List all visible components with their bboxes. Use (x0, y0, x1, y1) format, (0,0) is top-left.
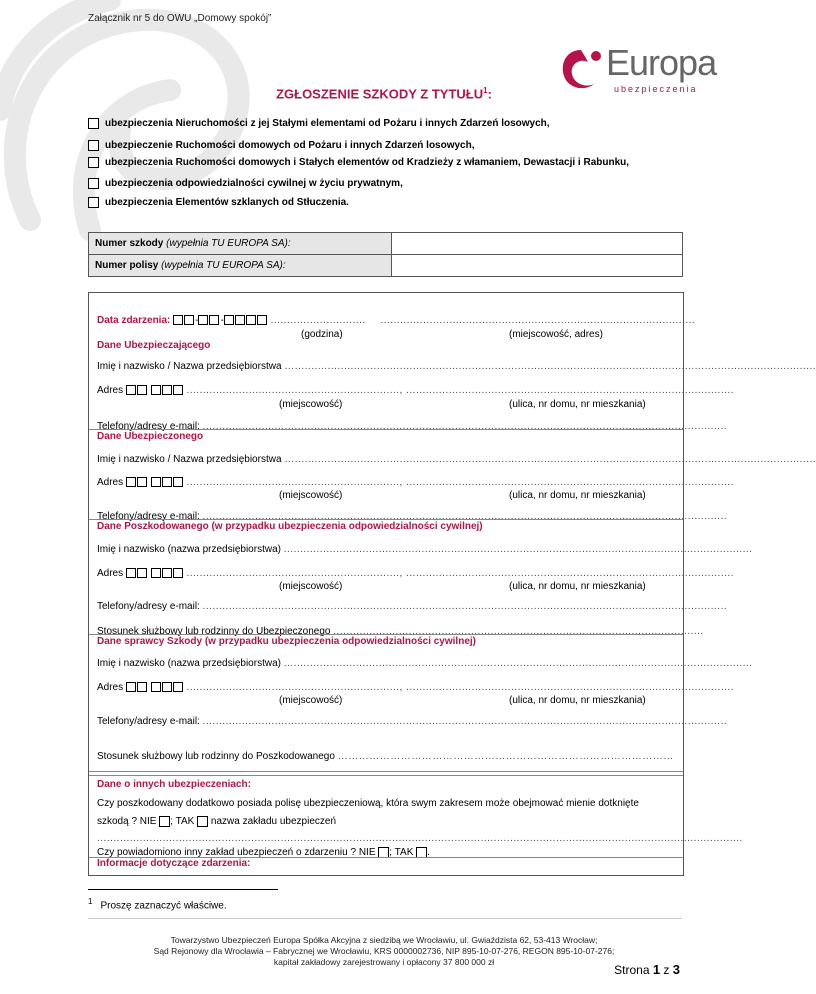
other-insurance-section-title: Dane o innych ubezpieczeniach: (97, 779, 251, 790)
option-checkbox[interactable] (88, 157, 99, 168)
claim-number-label: Numer szkody (wypełnia TU EUROPA SA): (89, 233, 392, 255)
street-caption: (ulica, nr domu, nr mieszkania) (509, 399, 646, 410)
logo-text: Europa (606, 42, 717, 83)
hour-caption: (godzina) (301, 329, 343, 340)
no-checkbox[interactable] (159, 816, 170, 827)
policy-number-field[interactable] (392, 255, 683, 277)
numbers-table (88, 232, 683, 277)
option-checkbox[interactable] (88, 140, 99, 151)
city-caption: (miejscowość) (279, 695, 343, 706)
option-row[interactable]: ubezpieczenia Elementów szklanych od Stłuczenia. (88, 197, 349, 208)
city-caption: (miejscowość) (279, 490, 343, 501)
relation-insured-field[interactable]: Stosunek służbowy lub rodzinny do Ubezpieczonego ................................................................................................................. (97, 626, 704, 637)
page-number: Strona 1 z 3 (614, 962, 680, 977)
insurer-name-dots[interactable]: ..................................................................................................................................................................................................... (97, 833, 743, 844)
footnote-rule (88, 889, 278, 890)
option-checkbox[interactable] (88, 178, 99, 189)
form-title: ZGŁOSZENIE SZKODY Z TYTUŁU$^1$: (276, 86, 492, 102)
option-row[interactable]: ubezpieczenia odpowiedzialności cywilnej w życiu prywatnym, (88, 178, 403, 189)
event-info-section-title: Informacje dotyczące zdarzenia: (97, 858, 251, 869)
claim-number-field[interactable] (392, 233, 683, 255)
logo-subtext: ubezpieczenia (614, 84, 698, 94)
footnote: $^1$ Proszę zaznaczyć właściwe. (88, 897, 227, 912)
insured-address-field[interactable]: Adres ................................................................., .................................................................................................... (97, 477, 734, 488)
injured-address-field[interactable]: Adres ................................................................., .................................................................................................... (97, 568, 734, 579)
insurer-phone-field[interactable]: Telefony/adresy e-mail: ................................................................................................................................................................ (97, 421, 728, 432)
perpetrator-phone-field[interactable]: Telefony/adresy e-mail: ................................................................................................................................................................ (97, 716, 728, 727)
yes-checkbox[interactable] (197, 816, 208, 827)
option-checkbox[interactable] (88, 197, 99, 208)
event-date-row[interactable]: Data zdarzenia: - - ............................. ................................................................................................ (97, 315, 696, 326)
injured-phone-field[interactable]: Telefony/adresy e-mail: ................................................................................................................................................................ (97, 601, 728, 612)
insurer-address-field[interactable]: Adres ................................................................., .................................................................................................... (97, 385, 734, 396)
other-insurance-answer[interactable]: szkodą ? NIE ; TAK nazwa zakładu ubezpieczeń (97, 816, 337, 828)
perpetrator-section-title: Dane sprawcy Szkody (w przypadku ubezpieczenia odpowiedzialności cywilnej) (97, 636, 476, 647)
insured-phone-field[interactable]: Telefony/adresy e-mail: ................................................................................................................................................................ (97, 511, 728, 522)
notified-question[interactable]: Czy powiadomiono inny zakład ubezpieczeń o zdarzeniu ? NIE ; TAK . (97, 847, 430, 859)
street-caption: (ulica, nr domu, nr mieszkania) (509, 581, 646, 592)
option-row[interactable]: ubezpieczenia Ruchomości domowych i Stałych elementów od Kradzieży z włamaniem, Dewastacji i Rabunku, (88, 157, 629, 168)
city-caption: (miejscowość) (279, 399, 343, 410)
annex-label: Załącznik nr 5 do OWU „Domowy spokój” (88, 13, 272, 24)
claim-form (88, 292, 816, 876)
option-row[interactable]: ubezpieczenie Ruchomości domowych od Pożaru i innych Zdarzeń losowych, (88, 140, 475, 151)
other-insurance-question: Czy poszkodowany dodatkowo posiada polisę ubezpieczeniową, która swym zakresem może obejmować mienie dotknięte (97, 798, 639, 809)
relation-injured-field[interactable]: Stosunek służbowy lub rodzinny do Poszkodowanego …………………………………………………………………………………… (97, 751, 674, 762)
insurer-section-title: Dane Ubezpieczającego (97, 340, 211, 351)
policy-number-label: Numer polisy (wypełnia TU EUROPA SA): (89, 255, 392, 277)
injured-name-field[interactable]: Imię i nazwisko (nazwa przedsiębiorstwa) ............................................................................................................................................... (97, 544, 753, 555)
option-checkbox[interactable] (88, 118, 99, 129)
footer-rule (88, 918, 682, 919)
insured-section-title: Dane Ubezpieczonego (97, 431, 204, 442)
place-caption: (miejscowość, adres) (509, 329, 603, 340)
injured-section-title: Dane Poszkodowanego (w przypadku ubezpieczenia odpowiedzialności cywilnej) (97, 521, 483, 532)
street-caption: (ulica, nr domu, nr mieszkania) (509, 695, 646, 706)
city-caption: (miejscowość) (279, 581, 343, 592)
perpetrator-address-field[interactable]: Adres ................................................................., .................................................................................................... (97, 682, 734, 693)
insured-name-field[interactable]: Imię i nazwisko / Nazwa przedsiębiorstwa …............................................................................................................................................................... (97, 454, 816, 465)
perpetrator-name-field[interactable]: Imię i nazwisko (nazwa przedsiębiorstwa) ............................................................................................................................................... (97, 658, 753, 669)
company-footer: Towarzystwo Ubezpieczeń Europa Spółka Akcyjna z siedzibą we Wrocławiu, ul. Gwiaździsta 62, 53-413 Wrocław; Sąd Rejonowy dla Wrocławia – Fabrycznej we Wrocławiu, KRS 0000002736, NIP 895-10-07-276, REGON 895-10-07-276; kapitał zakładowy zarejestrowany i opłacony 37 800 000 zł (153, 935, 615, 967)
option-row[interactable]: ubezpieczenia Nieruchomości z jej Stałymi elementami od Pożaru i innych Zdarzeń losowych, (88, 118, 550, 129)
insurer-name-field[interactable]: Imię i nazwisko / Nazwa przedsiębiorstwa …............................................................................................................................................................... (97, 361, 816, 372)
street-caption: (ulica, nr domu, nr mieszkania) (509, 490, 646, 501)
